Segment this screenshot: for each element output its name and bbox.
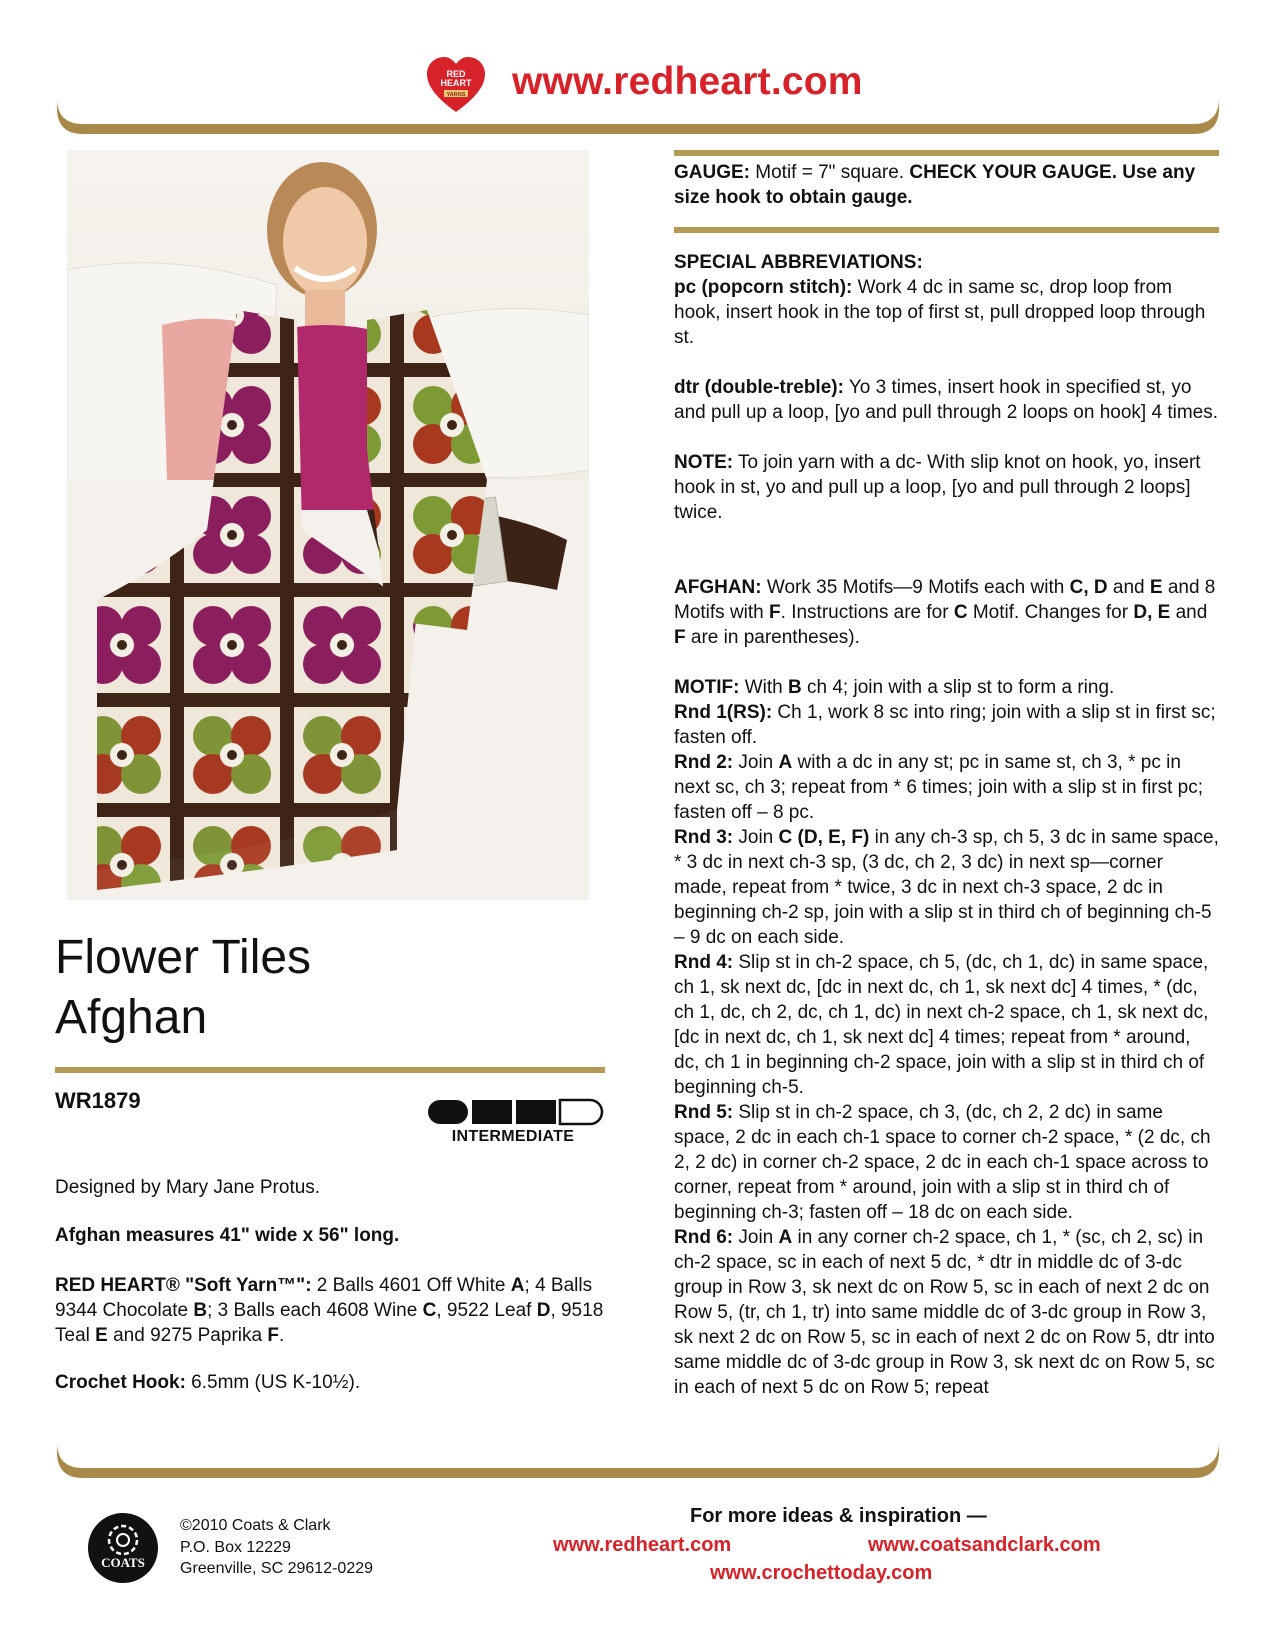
coats-logo xyxy=(87,1512,159,1584)
abbr-double-treble: dtr (double-treble): Yo 3 times, insert hook in specified st, yo and pull up a loop, [yo and pull through 2 loops on hook] 4 times. xyxy=(674,377,1218,423)
afghan-photo xyxy=(67,150,589,900)
svg-text:YARNS: YARNS xyxy=(446,92,466,98)
title-rule xyxy=(55,1067,605,1073)
gauge-top-rule xyxy=(674,150,1219,156)
abbr-popcorn: pc (popcorn stitch): Work 4 dc in same sc, drop loop from hook, insert hook in the top of first st, pull dropped loop through st. xyxy=(674,277,1206,348)
svg-text:HEART: HEART xyxy=(440,78,472,88)
pattern-code: WR1879 xyxy=(55,1088,141,1113)
address-block xyxy=(180,1515,373,1580)
link-crochettoday[interactable]: www.crochettoday.com xyxy=(710,1562,933,1584)
crochet-hook: Crochet Hook: 6.5mm (US K-10½). xyxy=(55,1372,361,1393)
link-coatsandclark[interactable]: www.coatsandclark.com xyxy=(868,1534,1101,1556)
afghan-measurements: Afghan measures 41" wide x 56" long. xyxy=(55,1225,400,1246)
svg-text:RED: RED xyxy=(446,69,466,79)
round-3: Rnd 3: Join C (D, E, F) in any ch-3 sp, ch 5, 3 dc in same space, * 3 dc in next ch-3 sp, (3 dc, ch 2, 3 dc) in next sp—corner made, repeat from * twice, 3 dc in next ch-3 space, 2 dc in beginning ch-2 sp, join with a slip st in third ch of beginning ch-5 – 9 dc on each side. xyxy=(674,827,1219,948)
more-ideas-text: For more ideas & inspiration — xyxy=(690,1505,987,1527)
motif-paragraph: MOTIF: With B ch 4; join with a slip st to form a ring. xyxy=(674,677,1115,698)
afghan-paragraph: AFGHAN: Work 35 Motifs—9 Motifs each with C, D and E and 8 Motifs with F. Instructions are for C Motif. Changes for D, E and F are in parentheses). xyxy=(674,577,1216,648)
title-line-2: Afghan xyxy=(55,991,208,1044)
po-box: P.O. Box 12229 xyxy=(180,1538,291,1556)
round-1: Rnd 1(RS): Ch 1, work 8 sc into ring; join with a slip st in first sc; fasten off. xyxy=(674,702,1216,748)
pattern-title xyxy=(55,928,311,1048)
gauge-bottom-rule xyxy=(674,227,1219,233)
svg-text:COATS: COATS xyxy=(101,1555,145,1570)
round-5: Rnd 5: Slip st in ch-2 space, ch 3, (dc, ch 2, 2 dc) in same space, 2 dc in each ch-1 space to corner ch-2 space, * (2 dc, ch 2, 2 dc) in corner ch-2 space, 2 dc in each ch-1 space across to corner, repeat from * around, join with a slip st in third ch of beginning ch-3; fasten off – 18 dc on each side. xyxy=(674,1102,1211,1223)
city: Greenville, SC 29612-0229 xyxy=(180,1560,374,1577)
gauge-paragraph: GAUGE: Motif = 7" square. CHECK YOUR GAUGE. Use any size hook to obtain gauge. xyxy=(674,162,1196,208)
footer-gold-swoosh xyxy=(57,1442,1219,1482)
title-line-1: Flower Tiles xyxy=(55,931,312,984)
skill-level-label: INTERMEDIATE xyxy=(451,1128,575,1145)
designer-credit: Designed by Mary Jane Protus. xyxy=(55,1177,321,1198)
copyright: ©2010 Coats & Clark xyxy=(180,1517,331,1534)
link-redheart[interactable]: www.redheart.com xyxy=(553,1534,732,1556)
skill-level-indicator xyxy=(427,1098,605,1128)
yarn-requirements: RED HEART® "Soft Yarn™": 2 Balls 4601 Off White A; 4 Balls 9344 Chocolate B; 3 Balls each 4608 Wine C, 9522 Leaf D, 9518 Teal E and 9275 Paprika F. xyxy=(55,1275,604,1346)
abbreviations-heading: SPECIAL ABBREVIATIONS: xyxy=(674,252,923,273)
note-paragraph: NOTE: To join yarn with a dc- With slip knot on hook, yo, insert hook in st, yo and pull up a loop, [yo and pull through 2 loops] twice. xyxy=(674,452,1201,523)
round-4: Rnd 4: Slip st in ch-2 space, ch 5, (dc, ch 1, dc) in same space, ch 1, sk next dc, [dc in next dc, ch 1, sk next dc] 4 times, * (dc, ch 1, dc, ch 2, dc, ch 1, dc) in next ch-2 space, ch 1, sk next dc, [dc in next dc, ch 1, sk next dc] 4 times; repeat from * around, dc, ch 1 in beginning ch-2 space, join with a slip st in third ch of beginning ch-5. xyxy=(674,952,1209,1098)
round-2: Rnd 2: Join A with a dc in any st; pc in same st, ch 3, * pc in next sc, ch 3; repeat from * 6 times; join with a slip st in first pc; fasten off – 8 pc. xyxy=(674,752,1204,823)
instructions-column xyxy=(674,160,1219,1400)
round-6: Rnd 6: Join A in any corner ch-2 space, ch 1, * (sc, ch 2, sc) in ch-2 space, sc in each of next 5 dc, * dtr in middle dc of 3-dc group in Row 3, sk next dc on Row 5, sc in each of next 2 dc on Row 5, (tr, ch 1, tr) into same middle dc of 3-dc group in Row 3, sk next 2 dc on Row 5, sc in each of next 2 dc on Row 5, dtr into same middle dc of 3-dc group in Row 3, sk next dc on Row 5, sc in each of next 5 dc on Row 5; repeat xyxy=(674,1227,1215,1398)
header-gold-swoosh xyxy=(57,98,1219,138)
site-url-header[interactable]: www.redheart.com xyxy=(512,60,863,103)
